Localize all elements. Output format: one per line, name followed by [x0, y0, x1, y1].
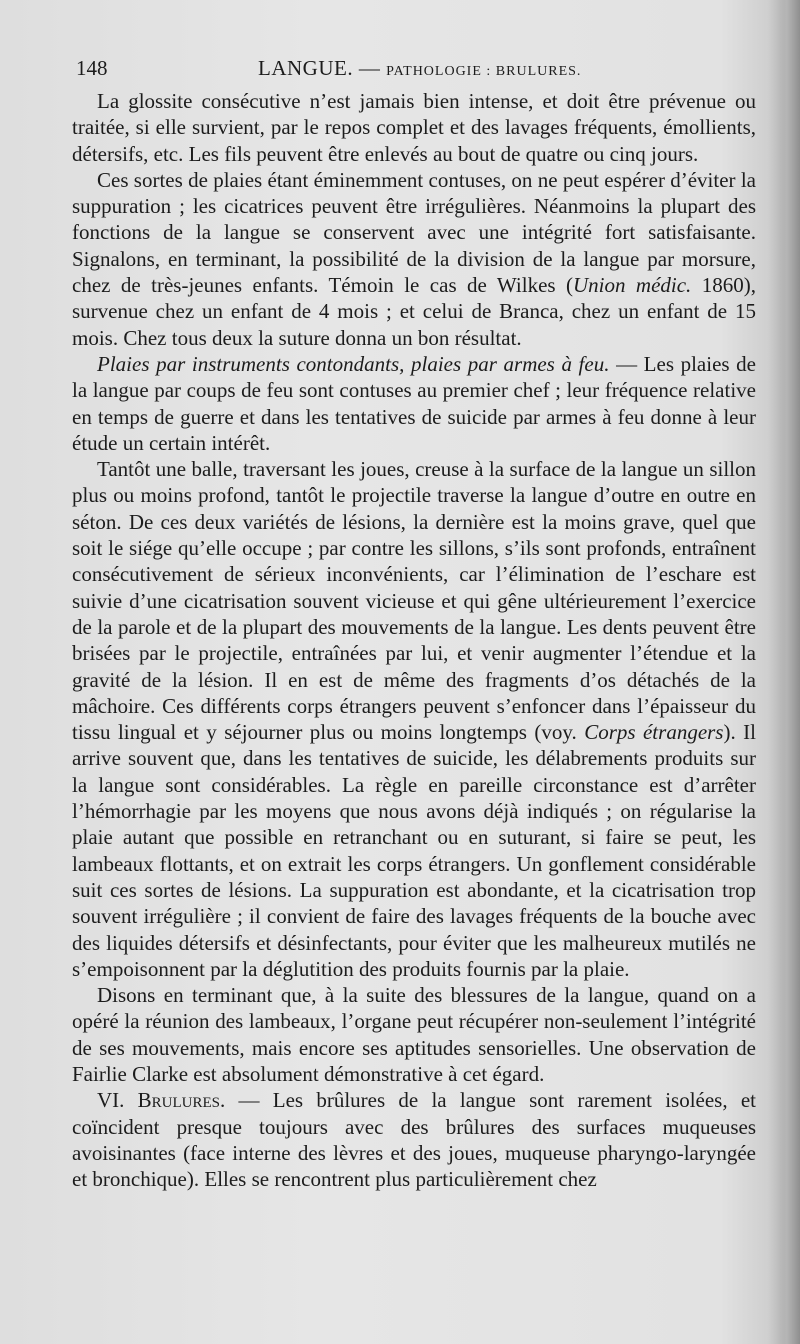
- running-title-sep: —: [353, 56, 387, 80]
- section-numeral: VI.: [97, 1088, 125, 1113]
- running-header: [76, 56, 756, 86]
- paragraph-4: [72, 456, 756, 982]
- paragraph-6-text: — Les brûlures de la langue sont rarement isolées, et coïncident presque toujours avec des brûlures des surfaces muqueuses avoisinantes (face interne des lèvres et des joues, muqueuse pharyngo-laryngée et bronchique). Elles se rencontrent plus particulièrement chez: [72, 1088, 756, 1192]
- cross-reference: Corps étrangers: [584, 720, 724, 745]
- section-title-plaies: Plaies par instruments contondants, plaies par armes à feu.: [97, 351, 610, 376]
- body-text: [72, 88, 756, 1192]
- running-title: [258, 56, 581, 81]
- page-number: 148: [76, 56, 108, 80]
- paragraph-1: La glossite consécutive n’est jamais bien intense, et doit être prévenue ou traitée, si elle survient, par le repos complet et des lavages fréquents, émollients, détersifs, etc. Les fils peuvent être enlevés au bout de quatre ou cinq jours.: [72, 89, 756, 166]
- running-title-sub: PATHOLOGIE : BRULURES.: [386, 64, 582, 79]
- paragraph-3: [72, 351, 756, 456]
- page-edge-shadow: [778, 0, 800, 1344]
- paragraph-3-text: — Les plaies de la langue par coups de feu sont contuses au premier chef ; leur fréquence relative en temps de guerre et dans les tentatives de suicide par armes à feu donne à leur étude un certain intérêt.: [72, 351, 756, 455]
- paragraph-4-part-2: ). Il arrive souvent que, dans les tentatives de suicide, les délabrements produits sur la langue sont considérables. La règle en pareille circonstance est d’arrêter l’hémorrhagie par les moyens que nous avons déjà indiqués ; on régularise la plaie autant que possible en retranchant ou en suturant, si faire se peut, les lambeaux flottants, et on extrait les corps étrangers. Un gonflement considérable suit ces sortes de lésions. La suppuration est abondante, et la cicatrisation trop souvent irrégulière ; il convient de faire des lavages fréquents de la bouche avec des liquides détersifs et désinfectants, pour éviter que les malheureux mutilés ne s’empoisonnent par la déglutition des produits fournis par la plaie.: [72, 720, 756, 981]
- paragraph-2: Ces sortes de plaies étant éminemment contuses, on ne peut espérer d’éviter la suppuration ; les cicatrices peuvent être irrégulières. Néanmoins la plupart des fonctions de la langue se conservent avec une intégrité fort satisfaisante. Signalons, en terminant, la possibilité de la division de la langue par morsure, chez de très-jeunes enfants. Témoin le cas de Wilkes (Union médic. 1860), survenue chez un enfant de 4 mois ; et celui de Branca, chez un enfant de 15 mois. Chez tous deux la suture donna un bon résultat.: [72, 167, 756, 350]
- paragraph-5: Disons en terminant que, à la suite des blessures de la langue, quand on a opéré la réunion des lambeaux, l’organe peut récupérer non-seulement l’intégrité de ses mouvements, mais encore ses aptitudes sensorielles. Une observation de Fairlie Clarke est absolument démonstrative à cet égard.: [72, 983, 756, 1086]
- paragraph-6: [72, 1087, 756, 1192]
- paragraph-4-part-1: Tantôt une balle, traversant les joues, creuse à la surface de la langue un sillon plus ou moins profond, tantôt le projectile traverse la langue d’outre en outre en séton. De ces deux variétés de lésions, la dernière est la moins grave, quel que soit le siége qu’elle occupe ; par contre les sillons, s’ils sont profonds, entraînent consécutivement de sérieux inconvénients, car l’élimination de l’eschare est suivie d’une cicatrisation souvent vicieuse et qui gêne ultérieurement l’exercice de la parole et de la plupart des mouvements de la langue. Les dents peuvent être brisées par le projectile, entraînées par lui, et venir augmenter l’étendue et la gravité de la lésion. Il en est de même des fragments d’os détachés de la mâchoire. Ces différents corps étrangers peuvent s’enfoncer dans l’épaisseur du tissu lingual et y séjourner plus ou moins longtemps (voy.: [72, 457, 756, 745]
- running-title-main: LANGUE.: [258, 56, 354, 80]
- section-heading-brulures: Brulures.: [137, 1088, 226, 1113]
